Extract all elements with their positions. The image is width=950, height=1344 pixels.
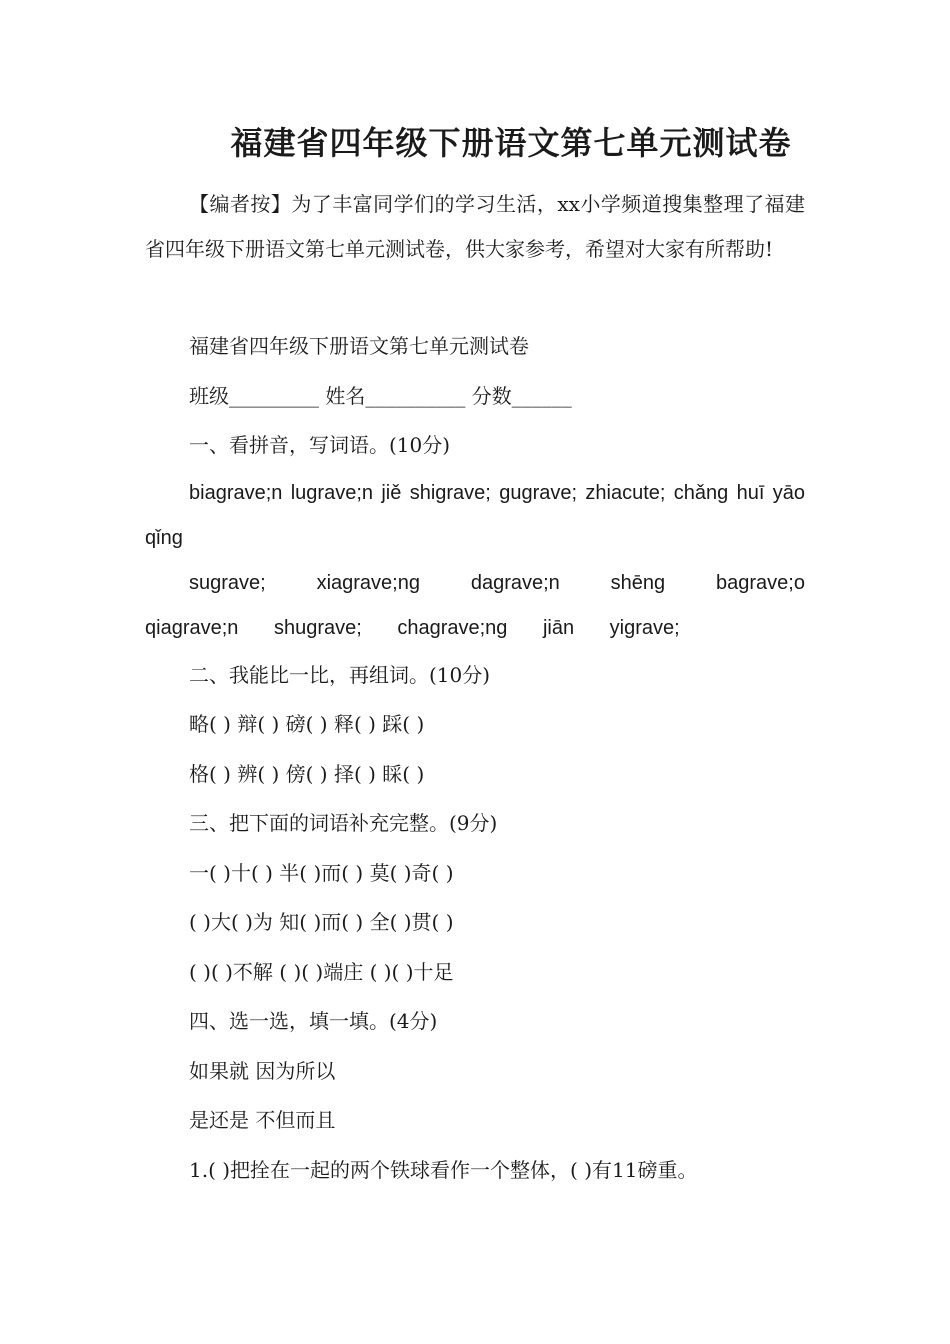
options-row-1: 如果就 因为所以 bbox=[189, 1058, 336, 1083]
idiom-row-2: ( )大( )为 知( )而( ) 全( )贯( ) bbox=[189, 910, 454, 934]
editor-note: 【编者按】为了丰富同学们的学习生活，xx小学频道搜集整理了福建省四年级下册语文第七单元测试卷，供大家参考，希望对大家有所帮助! bbox=[145, 192, 805, 261]
test-content bbox=[145, 322, 805, 1195]
pinyin-line-2: sugrave; xiagrave;ng dagrave;n shēng bagrave;o qiagrave;n shugrave; chagrave;ng jiān yigrave; bbox=[145, 571, 805, 639]
compare-row-2: 格( ) 辨( ) 傍( ) 择( ) 睬( ) bbox=[189, 761, 425, 786]
compare-row-1: 略( ) 辩( ) 磅( ) 释( ) 踩( ) bbox=[189, 712, 425, 736]
info-line: 班级_________ 姓名__________ 分数______ bbox=[189, 383, 572, 408]
page-title: 福建省四年级下册语文第七单元测试卷 bbox=[230, 124, 792, 162]
pinyin-line-1: biagrave;n lugrave;n jiě shigrave; gugrave; zhiacute; chǎng huī yāo qǐng bbox=[145, 481, 805, 549]
options-row-2: 是还是 不但而且 bbox=[189, 1108, 336, 1132]
section-3-heading: 三、把下面的词语补充完整。(9分) bbox=[189, 811, 498, 835]
section-4-heading: 四、选一选，填一填。(4分) bbox=[189, 1009, 438, 1033]
section-1-heading: 一、看拼音，写词语。(10分) bbox=[189, 433, 451, 457]
subtitle: 福建省四年级下册语文第七单元测试卷 bbox=[189, 334, 529, 358]
idiom-row-3: ( )( )不解 ( )( )端庄 ( )( )十足 bbox=[189, 959, 454, 984]
question-1: 1.( )把拴在一起的两个铁球看作一个整体，( )有11磅重。 bbox=[189, 1157, 698, 1182]
section-2-heading: 二、我能比一比，再组词。(10分) bbox=[189, 662, 491, 687]
idiom-row-1: 一( )十( ) 半( )而( ) 莫( )奇( ) bbox=[189, 860, 454, 885]
